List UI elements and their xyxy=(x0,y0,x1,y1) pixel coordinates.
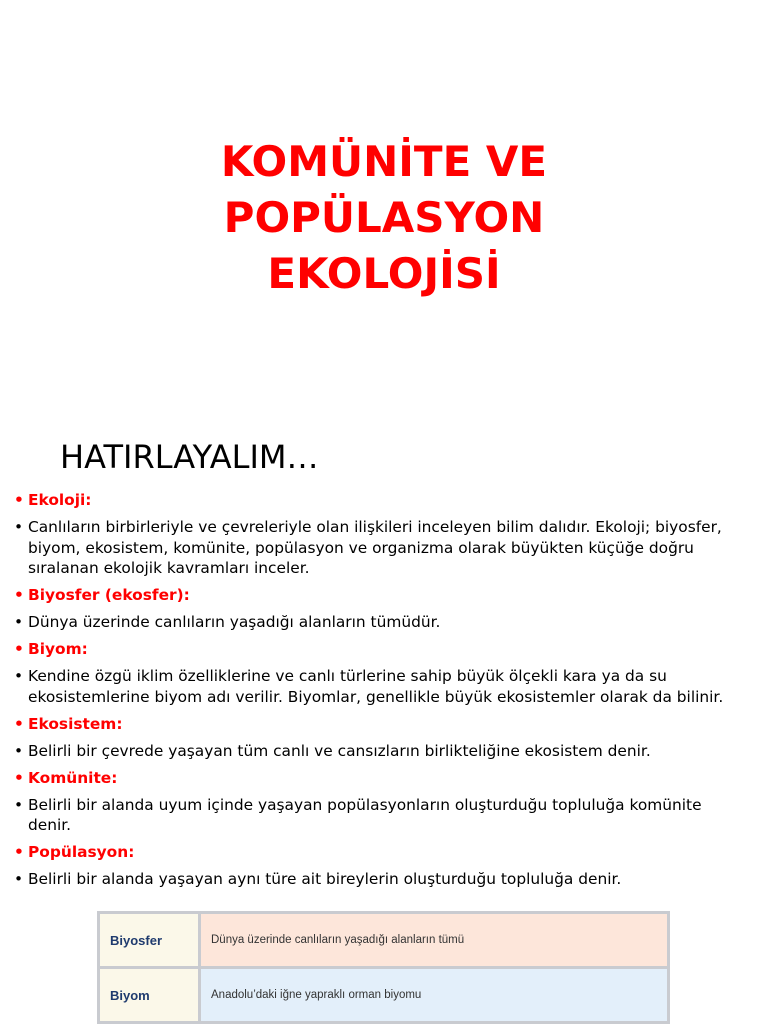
term-label: Ekosistem: xyxy=(28,714,123,733)
list-item-term xyxy=(14,585,744,606)
bullet-icon: • xyxy=(14,741,24,760)
bullet-icon: • xyxy=(14,491,24,509)
bullet-icon: • xyxy=(14,518,24,536)
bullet-icon: • xyxy=(14,795,24,814)
list-item-term xyxy=(14,714,744,735)
term-label: Ekoloji: xyxy=(28,491,92,509)
definition-text: Dünya üzerinde canlıların yaşadığı alanların tümüdür. xyxy=(28,613,441,631)
list-item-term xyxy=(14,490,744,511)
term-label: Komünite: xyxy=(28,768,118,787)
bullet-icon: • xyxy=(14,667,24,685)
concept-name-cell: Biyom xyxy=(99,968,200,1023)
table-row xyxy=(99,913,669,968)
bullet-icon: • xyxy=(14,768,24,787)
list-item-definition xyxy=(14,666,744,707)
bullet-icon: • xyxy=(14,613,24,631)
definition-text: Belirli bir çevrede yaşayan tüm canlı ve cansızların birlikteliğine ekosistem denir. xyxy=(28,741,651,760)
section-heading: HATIRLAYALIM… xyxy=(60,438,319,476)
table-row xyxy=(99,968,669,1023)
concept-example-cell: Anadolu’daki iğne yapraklı orman biyomu xyxy=(200,968,669,1023)
list-item-definition xyxy=(14,612,744,633)
title-line: KOMÜNİTE VE xyxy=(220,137,548,186)
term-label: Biyom: xyxy=(28,640,88,658)
slide-title xyxy=(0,134,768,302)
title-line: EKOLOJİSİ xyxy=(267,249,501,298)
bullet-icon: • xyxy=(14,870,24,888)
concept-name-cell: Biyosfer xyxy=(99,913,200,968)
list-item-term xyxy=(14,639,744,660)
bullet-icon: • xyxy=(14,586,24,604)
term-label: Biyosfer (ekosfer): xyxy=(28,586,190,604)
list-item-term xyxy=(14,768,744,789)
definition-text: Belirli bir alanda yaşayan aynı türe ait bireylerin oluşturduğu topluluğa denir. xyxy=(28,870,622,888)
bullet-icon: • xyxy=(14,714,24,733)
definition-text: Canlıların birbirleriyle ve çevreleriyle olan ilişkileri inceleyen bilim dalıdır. Ekoloji; biyosfer, biyom, ekosistem, komünite, popülasyon ve organizma olarak büyükten küçüğe doğru sıralanan ekolojik kavramları inceler. xyxy=(28,518,722,577)
list-item-term xyxy=(14,842,744,863)
concept-table xyxy=(97,911,670,1024)
bullet-icon: • xyxy=(14,640,24,658)
definition-text: Kendine özgü iklim özelliklerine ve canlı türlerine sahip büyük ölçekli kara ya da su ekosistemlerine biyom adı verilir. Biyomlar, genellikle büyük ekosistemler olarak da bilinir. xyxy=(28,667,724,706)
term-label: Popülasyon: xyxy=(28,843,135,861)
definition-text: Belirli bir alanda uyum içinde yaşayan popülasyonların oluşturduğu topluluğa komünite denir. xyxy=(28,795,702,834)
list-item-definition xyxy=(14,795,744,836)
bullet-icon: • xyxy=(14,843,24,861)
concept-list xyxy=(14,490,744,896)
list-item-definition xyxy=(14,869,744,890)
list-item-definition xyxy=(14,741,744,762)
title-line: POPÜLASYON xyxy=(223,193,545,242)
title-slide xyxy=(0,0,768,400)
list-item-definition xyxy=(14,517,744,579)
concept-example-cell: Dünya üzerinde canlıların yaşadığı alanların tümü xyxy=(200,913,669,968)
